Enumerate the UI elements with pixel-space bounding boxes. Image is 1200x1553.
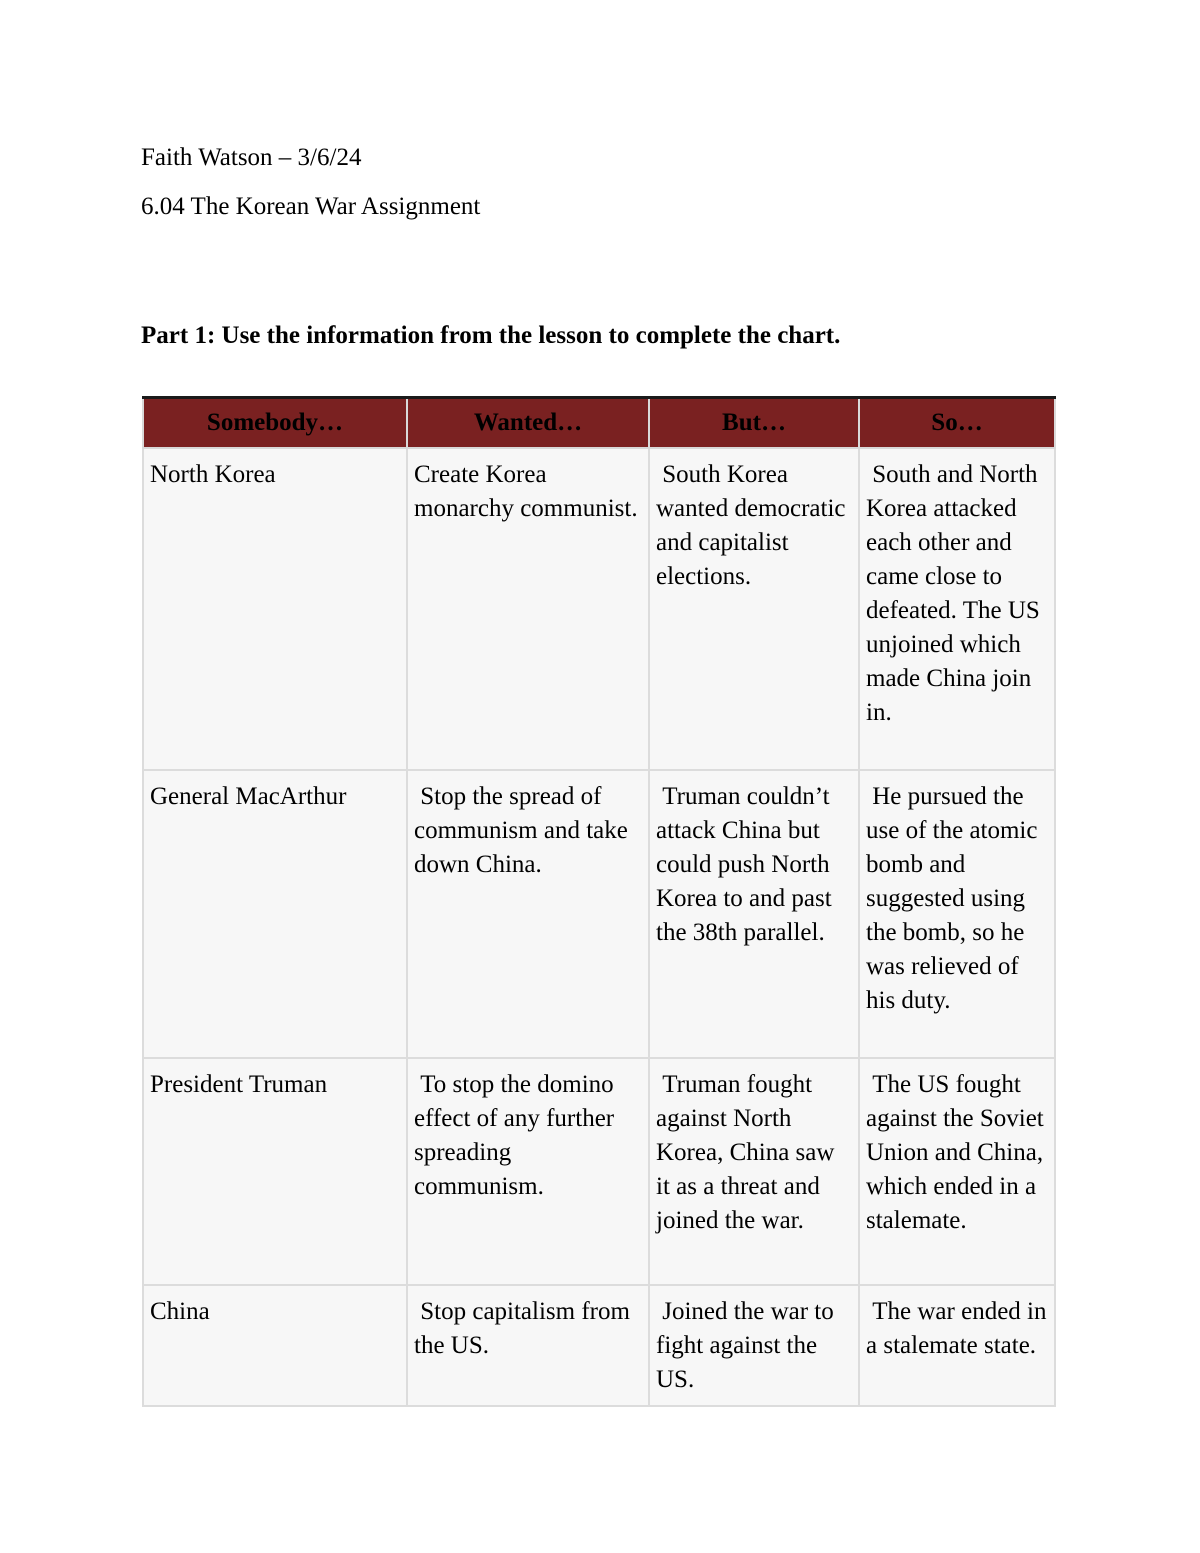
cell-so: He pursued the use of the atomic bomb and suggested using the bomb, so he was relieved of his duty.: [859, 770, 1055, 1058]
assignment-title: 6.04 The Korean War Assignment: [141, 193, 481, 220]
cell-somebody: North Korea: [143, 448, 407, 770]
cell-wanted: To stop the domino effect of any further spreading communism.: [407, 1058, 649, 1285]
cell-somebody: China: [143, 1285, 407, 1406]
cell-somebody: General MacArthur: [143, 770, 407, 1058]
cell-but: Truman fought against North Korea, China saw it as a threat and joined the war.: [649, 1058, 859, 1285]
cell-so: South and North Korea attacked each other and came close to defeated. The US unjoined which made China join in.: [859, 448, 1055, 770]
author-date-line: Faith Watson – 3/6/24: [141, 144, 362, 171]
table-row: [143, 1058, 1055, 1285]
cell-wanted: Stop the spread of communism and take down China.: [407, 770, 649, 1058]
cell-wanted: Stop capitalism from the US.: [407, 1285, 649, 1406]
part-1-instruction: Part 1: Use the information from the lesson to complete the chart.: [141, 322, 841, 349]
cell-but: Joined the war to fight against the US.: [649, 1285, 859, 1406]
column-header-so: So…: [859, 398, 1055, 448]
table-row: [143, 770, 1055, 1058]
cell-so: The war ended in a stalemate state.: [859, 1285, 1055, 1406]
table-row: [143, 448, 1055, 770]
cell-but: Truman couldn’t attack China but could push North Korea to and past the 38th parallel.: [649, 770, 859, 1058]
cell-wanted: Create Korea monarchy communist.: [407, 448, 649, 770]
cell-but: South Korea wanted democratic and capitalist elections.: [649, 448, 859, 770]
cell-so: The US fought against the Soviet Union and China, which ended in a stalemate.: [859, 1058, 1055, 1285]
table-row: [143, 1285, 1055, 1406]
column-header-somebody: Somebody…: [143, 398, 407, 448]
column-header-but: But…: [649, 398, 859, 448]
somebody-wanted-but-so-chart: [142, 396, 1056, 1407]
column-header-wanted: Wanted…: [407, 398, 649, 448]
table-header-row: [143, 398, 1055, 448]
cell-somebody: President Truman: [143, 1058, 407, 1285]
